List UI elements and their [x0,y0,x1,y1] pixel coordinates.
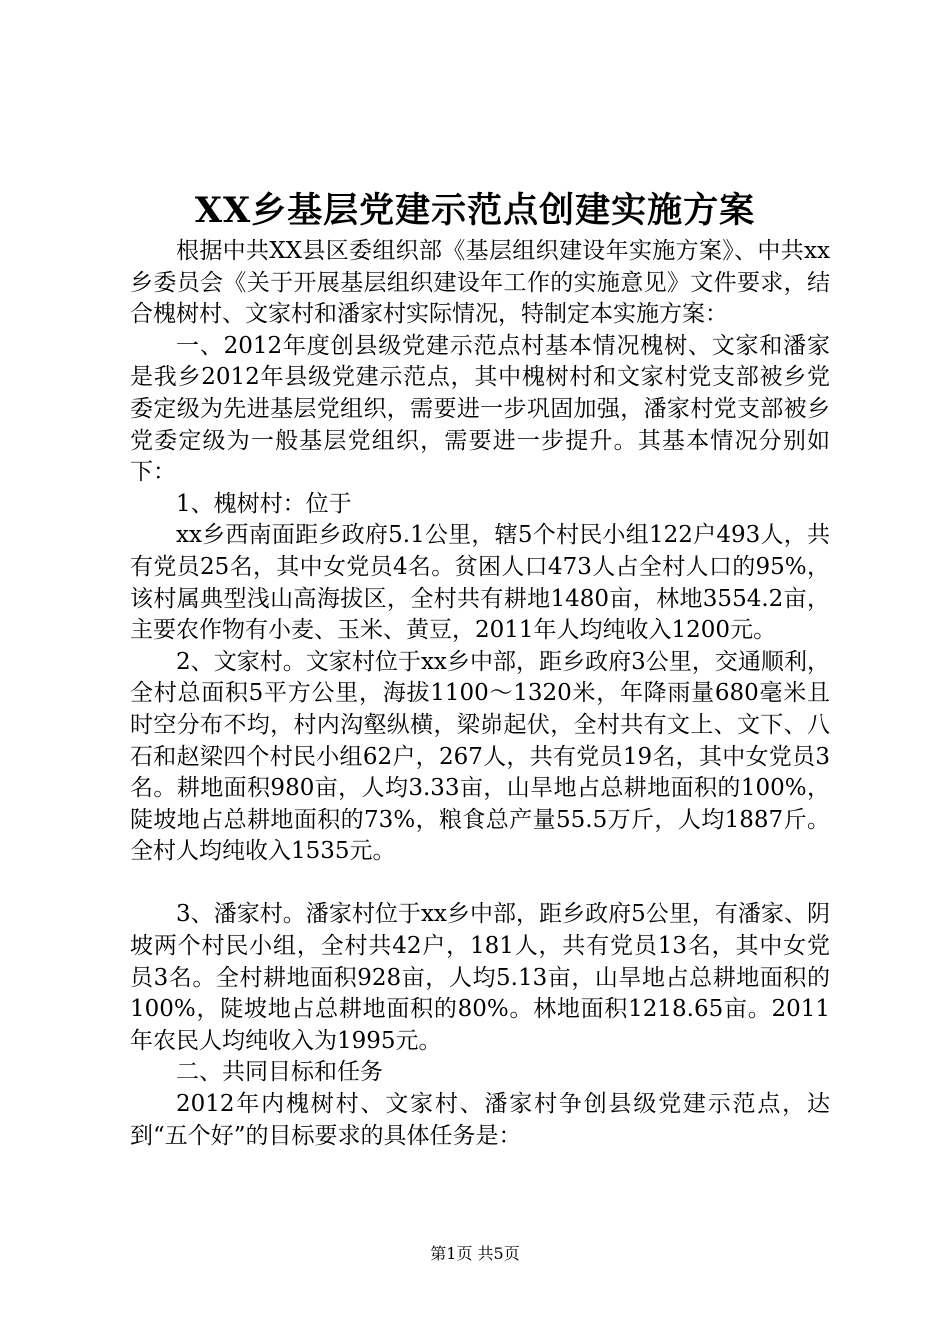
paragraph-spacer [130,868,830,900]
paragraph-wenjia: 2、文家村。文家村位于xx乡中部，距乡政府3公里，交通顺利，全村总面积5平方公里，海拔1100～1320米，年降雨量680毫米且时空分布不均，村内沟壑纵横，梁峁起伏，全村共有文上、文下、八石和赵梁四个村民小组62户，267人，共有党员19名，其中女党员3名。耕地面积980亩，人均3.33亩，山旱地占总耕地面积的100%，陡坡地占总耕地面积的73%，粮食总产量55.5万斤，人均1887斤。全村人均纯收入1535元。 [130,648,830,865]
paragraph-goals: 2012年内槐树村、文家村、潘家村争创县级党建示范点，达到“五个好”的目标要求的具体任务是： [130,1091,830,1149]
paragraph-huaishu-heading: 1、槐树村：位于 [176,490,352,517]
paragraph-huaishu: xx乡西南面距乡政府5.1公里，辖5个村民小组122户493人，共有党员25名，其中女党员4名。贫困人口473人占全村人口的95%，该村属典型浅山高海拔区，全村共有耕地1480亩，林地3554.2亩，主要农作物有小麦、玉米、黄豆，2011年人均纯收入1200元。 [130,522,830,644]
paragraph-section-one: 一、2012年度创县级党建示范点村基本情况槐树、文家和潘家是我乡2012年县级党建示范点，其中槐树村和文家村党支部被乡党委定级为先进基层党组织，需要进一步巩固加强，潘家村党支部被乡党委定级为一般基层党组织，需要进一步提升。其基本情况分别如下： [130,332,830,486]
document-body [130,236,830,1152]
page-footer: 第1页 共5页 [430,1244,520,1263]
paragraph-intro: 根据中共XX县区委组织部《基层组织建设年实施方案》、中共xx乡委员会《关于开展基层组织建设年工作的实施意见》文件要求，结合槐树村、文家村和潘家村实际情况，特制定本实施方案： [130,238,830,328]
paragraph-section-two: 二、共同目标和任务 [176,1059,383,1086]
paragraph-panjia: 3、潘家村。潘家村位于xx乡中部，距乡政府5公里，有潘家、阴坡两个村民小组，全村共42户，181人，共有党员13名，其中女党员3名。全村耕地面积928亩，人均5.13亩，山旱地占总耕地面积的100%，陡坡地占总耕地面积的80%。林地面积1218.65亩。2011年农民人均纯收入为1995元。 [130,901,830,1054]
document-title: XX乡基层党建示范点创建实施方案 [194,190,756,231]
